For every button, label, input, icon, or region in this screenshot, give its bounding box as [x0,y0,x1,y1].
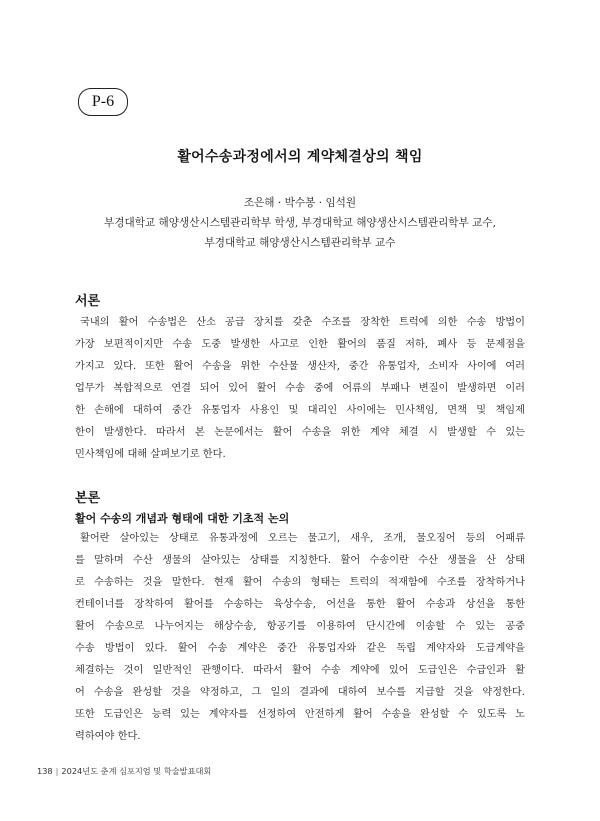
page-footer [37,766,211,777]
paragraph-line: 가장 보편적이지만 수송 도중 발생한 사고로 인한 활어의 품질 저하, 폐사 등 문제점을 [75,339,525,350]
paragraph-line: 력하여야 한다. [75,731,141,742]
author-affiliation-2: 부경대학교 해양생산시스템관리학부 교수 [204,237,396,249]
paragraph-line: 컨테이너를 장착하여 활어를 수송하는 육상수송, 어선을 통한 활어 수송과 상선을 통한 [75,599,525,610]
paragraph-line: 국내의 활어 수송법은 산소 공급 장치를 갖춘 수조를 장착한 트럭에 의한 수송 방법이 [80,317,525,328]
section-badge: P-6 [78,88,128,116]
paragraph-line: 어 수송을 완성할 것을 약정하고, 그 일의 결과에 대하여 보수를 지급할 것을 약정한다. [75,687,525,698]
page-number: 138 [37,766,53,776]
paper-title: 활어수송과정에서의 계약체결상의 책임 [177,149,423,165]
author-block [0,193,600,253]
author-names: 조은해 · 박수봉 · 임석원 [243,197,357,209]
paragraph-line: 수송 방법이 있다. 활어 수송 계약은 중간 유통업자와 같은 독립 계약자와 도급계약을 [75,643,525,654]
paragraph-line: 또한 도급인은 능력 있는 계약자를 선정하여 안전하게 활어 수송을 완성할 수 있도록 노 [75,709,525,720]
intro-paragraph [75,312,525,466]
paragraph-line: 가지고 있다. 또한 활어 수송을 위한 수산물 생산자, 중간 유통업자, 소비자 사이에 여러 [75,361,525,372]
paragraph-line: 활어 수송으로 나누어지는 해상수송, 항공기를 이용하여 단시간에 이송할 수 있는 공중 [75,621,525,632]
paragraph-line: 를 말하며 수산 생물의 살아있는 상태를 지칭한다. 활어 수송이란 수산 생물을 산 상태 [75,555,525,566]
footer-separator: | [55,766,59,776]
paragraph-line: 한이 발생한다. 따라서 본 논문에서는 활어 수송을 위한 계약 체결 시 발생할 수 있는 [75,427,525,438]
paragraph-line: 로 수송하는 것을 말한다. 현재 활어 수송의 형태는 트럭의 적재함에 수조를 장착하거나 [75,577,525,588]
body-heading: 본론 [75,491,101,506]
paragraph-line: 업무가 복합적으로 연결 되어 있어 활어 수송 중에 어류의 부패나 변질이 발생하면 이러 [75,383,525,394]
event-name: 2024년도 춘계 심포지엄 및 학술발표대회 [61,766,212,776]
body-paragraph [75,528,525,748]
paragraph-line: 한 손해에 대하여 중간 유통업자 사용인 및 대리인 사이에는 민사책임, 면책 및 책임제 [75,405,525,416]
paragraph-line: 민사책임에 대해 살펴보기로 한다. [75,449,226,460]
body-subheading: 활어 수송의 개념과 형태에 대한 기초적 논의 [75,512,290,525]
author-affiliation-1: 부경대학교 해양생산시스템관리학부 학생, 부경대학교 해양생산시스템관리학부 교수, [104,217,496,229]
paragraph-line: 활어란 살아있는 상태로 유통과정에 오르는 물고기, 새우, 조개, 물오징어 등의 어패류 [80,533,525,544]
intro-heading: 서론 [75,294,101,309]
paragraph-line: 체결하는 것이 일반적인 관행이다. 따라서 활어 수송 계약에 있어 도급인은 수급인과 활 [75,665,525,676]
